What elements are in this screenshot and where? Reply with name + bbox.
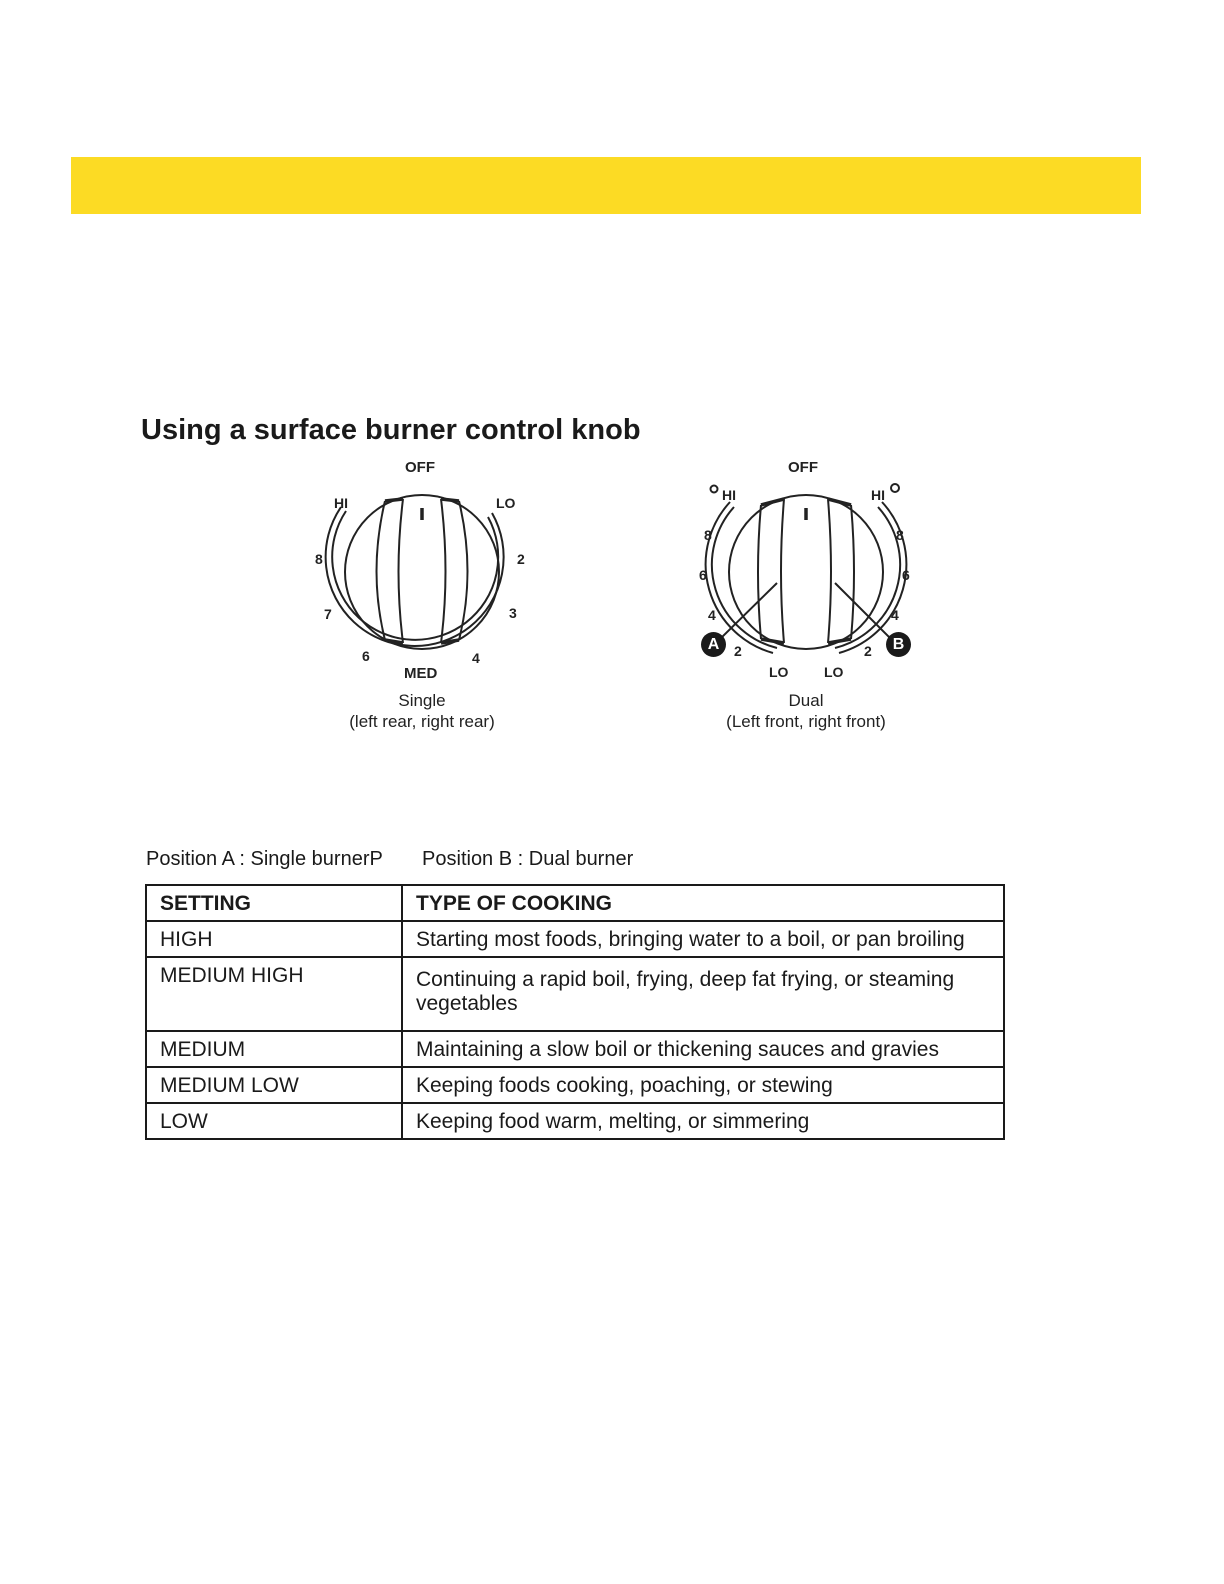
dual-caption-detail: (Left front, right front) — [726, 712, 886, 731]
dual-hi-right-dot — [891, 484, 899, 492]
cooking-type-cell: Continuing a rapid boil, frying, deep fat frying, or steaming vegetables — [402, 957, 1004, 1031]
single-knob-grip-mid-right — [441, 499, 446, 643]
single-label-8: 8 — [315, 551, 323, 567]
marker-b-badge: B — [886, 632, 911, 657]
single-knob-grip-mid-left — [399, 499, 404, 643]
header-banner — [71, 157, 1141, 214]
table-row — [146, 957, 1004, 1031]
dual-label-hi-right: HI — [871, 487, 885, 503]
position-legend — [146, 848, 633, 871]
setting-cell: MEDIUM HIGH — [146, 957, 402, 1031]
dual-label-right-8: 8 — [896, 527, 904, 543]
cooking-type-cell: Maintaining a slow boil or thickening sauces and gravies — [402, 1031, 1004, 1067]
dual-label-hi-left: HI — [722, 487, 736, 503]
table-row — [146, 1067, 1004, 1103]
single-caption-detail: (left rear, right rear) — [349, 712, 495, 731]
table-row — [146, 1031, 1004, 1067]
settings-table — [145, 884, 1005, 1140]
dual-label-right-6: 6 — [902, 567, 910, 583]
dual-label-right-2: 2 — [864, 643, 872, 659]
dual-right-outer-arc — [839, 502, 906, 653]
single-label-2: 2 — [517, 551, 525, 567]
dual-right-inner-arc — [835, 507, 900, 648]
setting-cell: MEDIUM — [146, 1031, 402, 1067]
single-label-off: OFF — [405, 459, 435, 476]
dual-pointer-line-a — [719, 583, 777, 640]
dual-knob-grip-right — [851, 505, 854, 639]
setting-cell: MEDIUM LOW — [146, 1067, 402, 1103]
dual-knob-drawing — [676, 450, 936, 700]
dual-knob-caption — [656, 690, 956, 732]
setting-cell: HIGH — [146, 921, 402, 957]
single-label-lo: LO — [496, 495, 516, 511]
single-label-7: 7 — [324, 606, 332, 622]
dual-label-left-6: 6 — [699, 567, 707, 583]
single-label-3: 3 — [509, 605, 517, 621]
table-row — [146, 1103, 1004, 1139]
single-knob-grip-right — [459, 501, 468, 640]
section-heading: Using a surface burner control knob — [141, 414, 641, 446]
dual-knob-grip-left — [758, 505, 761, 639]
dual-knob-grip-mid-left — [781, 499, 784, 643]
cooking-type-cell: Starting most foods, bringing water to a boil, or pan broiling — [402, 921, 1004, 957]
single-knob-grip-left — [377, 501, 386, 640]
cooking-type-cell: Keeping food warm, melting, or simmering — [402, 1103, 1004, 1139]
dual-label-left-4: 4 — [708, 607, 716, 623]
single-label-6: 6 — [362, 648, 370, 664]
single-label-hi: HI — [334, 495, 348, 511]
dual-left-inner-arc — [712, 507, 777, 648]
single-knob-diagram — [292, 450, 552, 700]
dual-label-lo-right: LO — [824, 664, 844, 680]
dual-label-right-4: 4 — [891, 607, 899, 623]
single-label-4: 4 — [472, 650, 480, 666]
dual-hi-left-dot — [711, 486, 718, 493]
dual-label-lo-left: LO — [769, 664, 789, 680]
header-setting: SETTING — [146, 885, 402, 921]
dual-knob-grip-mid-right — [828, 499, 831, 643]
dual-label-left-8: 8 — [704, 527, 712, 543]
single-knob-caption — [272, 690, 572, 732]
dual-pointer-line-b — [835, 583, 892, 640]
single-label-med: MED — [404, 665, 438, 682]
cooking-type-cell: Keeping foods cooking, poaching, or stewing — [402, 1067, 1004, 1103]
table-row — [146, 921, 1004, 957]
dual-caption-title: Dual — [788, 691, 824, 710]
marker-a-badge: A — [701, 632, 726, 657]
dual-label-left-2: 2 — [734, 643, 742, 659]
single-knob-drawing — [292, 450, 552, 700]
dual-label-off: OFF — [788, 459, 818, 476]
setting-cell: LOW — [146, 1103, 402, 1139]
dual-knob-diagram — [676, 450, 936, 700]
position-b-text: Position B : Dual burner — [422, 848, 634, 870]
single-caption-title: Single — [398, 691, 446, 710]
dual-left-outer-arc — [706, 502, 773, 653]
table-header-row — [146, 885, 1004, 921]
position-a-text: Position A : Single burnerP — [146, 848, 383, 870]
header-type-of-cooking: TYPE OF COOKING — [402, 885, 1004, 921]
